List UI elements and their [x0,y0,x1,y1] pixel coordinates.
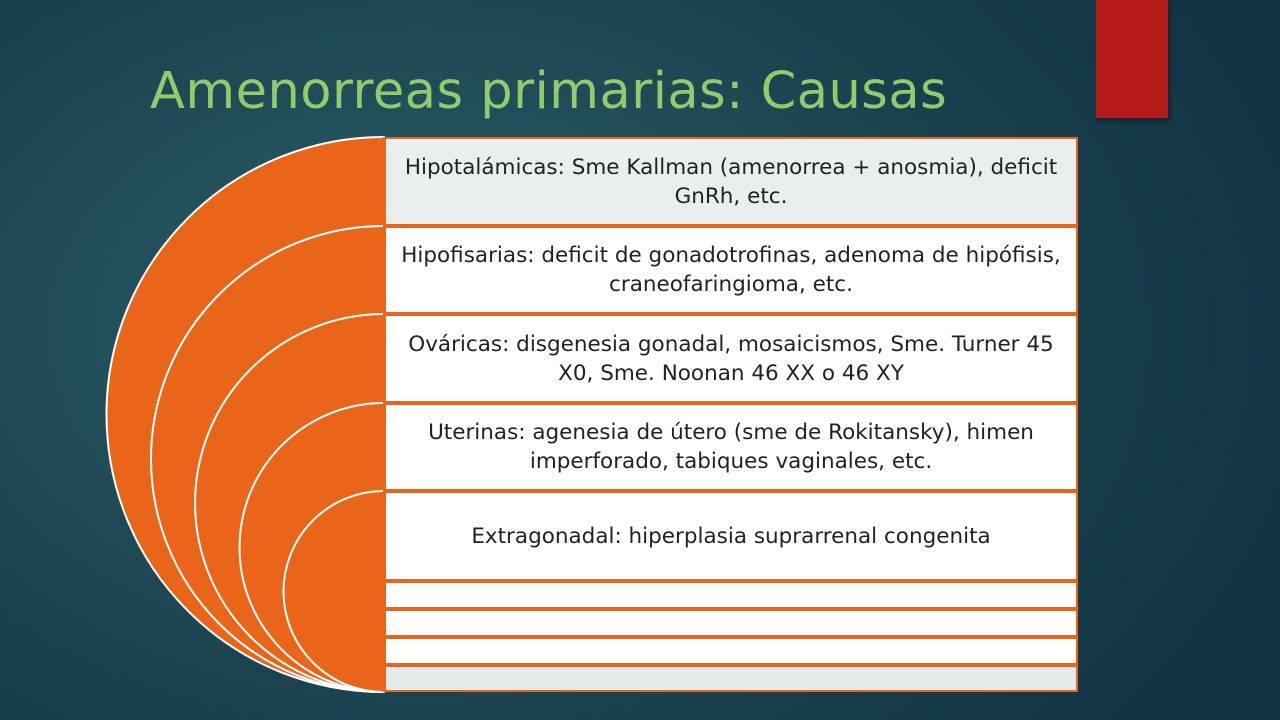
list-item-9 [384,665,1078,692]
list-item-label: Hipotalámicas: Sme Kallman (amenorrea + anosmia), deficit GnRh, etc. [404,154,1058,209]
list-item-7 [384,609,1078,637]
list-item-5 [384,491,1078,581]
list-item-4 [384,403,1078,491]
list-item-8 [384,637,1078,665]
list-item-label: Hipofisarias: deficit de gonadotrofinas, adenoma de hipófisis, craneofaringioma, etc. [401,243,1061,297]
list-item-label: Ováricas: disgenesia gonadal, mosaicismos, Sme. Turner 45 X0, Sme. Noonan 46 XX o 46 XY [408,331,1054,386]
list-item-1 [384,137,1078,226]
list-item-6 [384,581,1078,609]
slide-title: Amenorreas primarias: Causas [150,62,948,121]
list-item-label: Uterinas: agenesia de útero (sme de Rokitansky), himen imperforado, tabiques vaginales, etc. [428,420,1034,474]
list-item-2 [384,226,1078,314]
list-item-label: Extragonadal: hiperplasia suprarrenal congenita [471,523,991,549]
list-item-3 [384,314,1078,403]
